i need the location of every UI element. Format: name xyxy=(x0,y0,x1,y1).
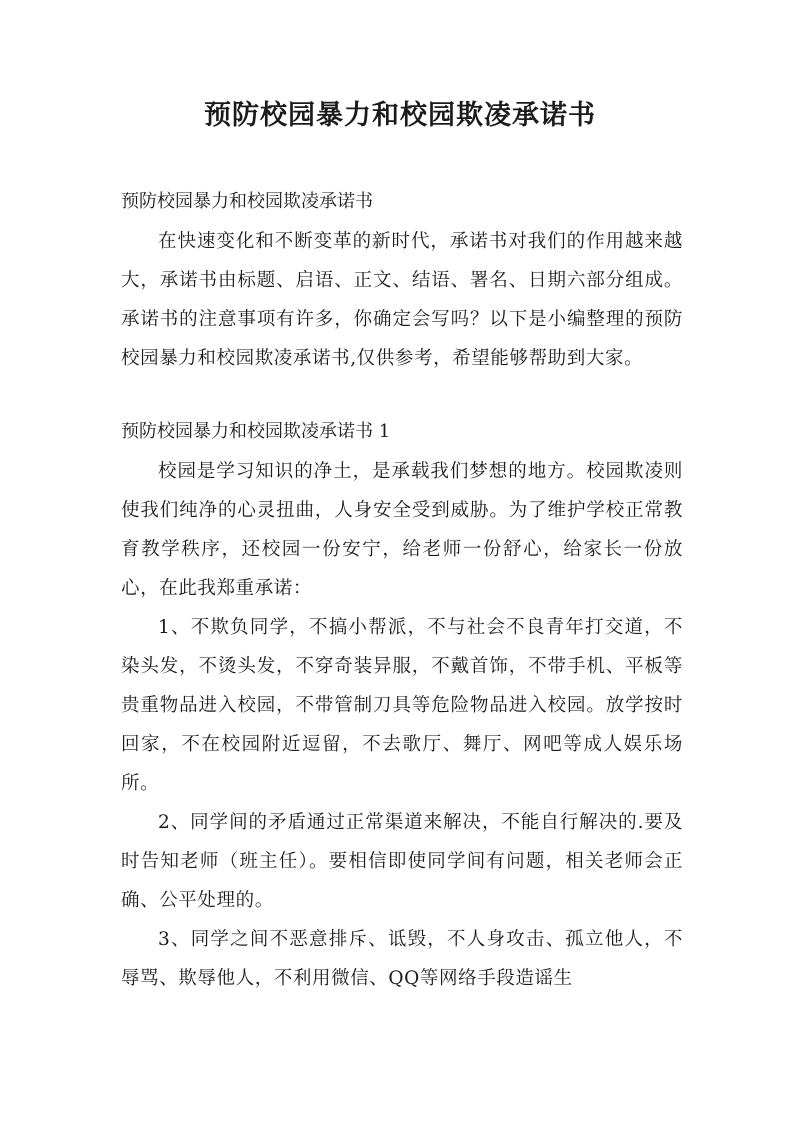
document-body xyxy=(121,182,683,998)
commitment-item-3: 3、同学之间不恶意排斥、诋毁，不人身攻击、孤立他人，不辱骂、欺辱他人，不利用微信、QQ等网络手段造谣生 xyxy=(121,929,683,989)
body-paragraph: 校园是学习知识的净土，是承载我们梦想的地方。校园欺凌则使我们纯净的心灵扭曲，人身安全受到威胁。为了维护学校正常教育教学秩序，还校园一份安宁，给老师一份舒心，给家长一份放心，在此我郑重承诺： xyxy=(121,461,683,599)
section-spacer xyxy=(121,378,683,412)
commitment-item-1: 1、不欺负同学，不搞小帮派，不与社会不良青年打交道，不染头发，不烫头发，不穿奇装异服，不戴首饰，不带手机、平板等贵重物品进入校园，不带管制刀具等危险物品进入校园。放学按时回家，不在校园附近逗留，不去歌厅、舞厅、网吧等成人娱乐场所。 xyxy=(121,617,683,794)
intro-heading: 预防校园暴力和校园欺凌承诺书 xyxy=(121,191,373,212)
section-heading: 预防校园暴力和校园欺凌承诺书 1 xyxy=(121,421,391,442)
intro-paragraph: 在快速变化和不断变革的新时代，承诺书对我们的作用越来越大，承诺书由标题、启语、正文、结语、署名、日期六部分组成。承诺书的注意事项有许多，你确定会写吗？以下是小编整理的预防校园暴力和校园欺凌承诺书,仅供参考，希望能够帮助到大家。 xyxy=(121,231,683,369)
document-title: 预防校园暴力和校园欺凌承诺书 xyxy=(204,100,596,131)
commitment-item-2: 2、同学间的矛盾通过正常渠道来解决，不能自行解决的.要及时告知老师（班主任）。要相信即使同学间有问题，相关老师会正确、公平处理的。 xyxy=(121,812,683,911)
